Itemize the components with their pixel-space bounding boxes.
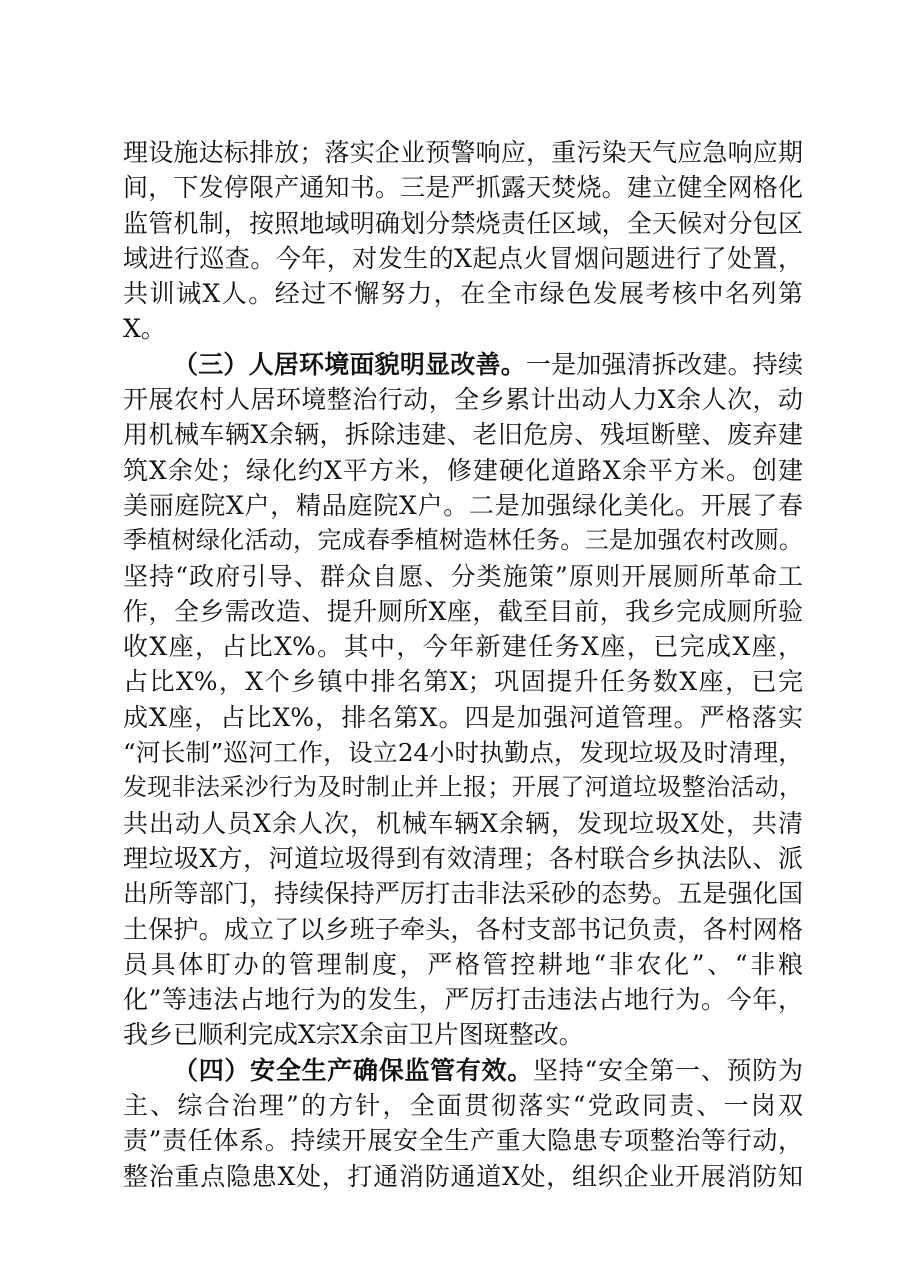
text-line: 成X座，占比X%，排名第X。四是加强河道管理。严格落实 [123,702,803,732]
text-line: 共出动人员X余人次，机械车辆X余辆，发现垃圾X处，共清 [123,808,803,838]
text-span: 一是加强清拆改建。持续 [525,349,803,379]
text-line: 季植树绿化活动，完成春季植树造林任务。三是加强农村改厕。 [123,526,803,555]
text-line: 作，全乡需改造、提升厕所X座，截至目前，我乡完成厕所验 [123,596,803,626]
paragraph-work-safety [123,1053,803,1194]
text-line: 筑X余处；绿化约X平方米，修建硬化道路X余平方米。创建 [123,455,803,485]
text-line: 域进行巡查。今年，对发生的X起点火冒烟问题进行了处置， [123,243,803,273]
text-line: 责”责任体系。持续开展安全生产重大隐患专项整治等行动， [123,1126,803,1156]
section-heading: （三）人居环境面貌明显改善。 [173,349,526,379]
text-span: 坚持“安全第一、预防为 [533,1055,803,1085]
text-line: 主、综合治理”的方针，全面贯彻落实“党政同责、一岗双 [123,1091,803,1121]
text-line: 员具体盯办的管理制度，严格管控耕地“非农化”、“非粮 [123,949,803,979]
text-line: 整治重点隐患X处，打通消防通道X处，组织企业开展消防知 [123,1161,803,1191]
text-line: 开展农村人居环境整治行动，全乡累计出动人力X余人次，动 [123,385,803,415]
text-line: 理垃圾X方，河道垃圾得到有效清理；各村联合乡执法队、派 [123,843,803,873]
document-body [123,135,803,1194]
text-line: 间，下发停限产通知书。三是严抓露天焚烧。建立健全网格化 [123,173,803,203]
text-line: “河长制”巡河工作，设立24小时执勤点，发现垃圾及时清理， [123,738,803,768]
text-line: 占比X%，X个乡镇中排名第X；巩固提升任务数X座，已完 [123,667,803,697]
paragraph-first-line [123,1053,803,1088]
text-line: 土保护。成立了以乡班子牵头，各村支部书记负责，各村网格 [123,914,803,944]
text-line: 美丽庭院X户，精品庭院X户。二是加强绿化美化。开展了春 [123,490,803,520]
text-line: X。 [123,314,166,344]
text-line: 理设施达标排放；落实企业预警响应，重污染天气应急响应期 [123,138,803,167]
text-line: 发现非法采沙行为及时制止并上报；开展了河道垃圾整治活动， [123,773,803,802]
text-line: 监管机制，按照地域明确划分禁烧责任区域，全天候对分包区 [123,208,803,238]
paragraph-living-environment [123,347,803,1053]
paragraph-first-line [123,347,803,382]
text-line: 共训诫X人。经过不懈努力，在全市绿色发展考核中名列第 [123,279,803,309]
text-line: 化”等违法占地行为的发生，严厉打击违法占地行为。今年， [123,985,803,1015]
section-heading: （四）安全生产确保监管有效。 [173,1055,534,1085]
text-line: 用机械车辆X余辆，拆除违建、老旧危房、残垣断壁、废弃建 [123,420,803,450]
text-line: 收X座，占比X%。其中，今年新建任务X座，已完成X座， [123,632,803,662]
text-line: 我乡已顺利完成X宗X余亩卫片图斑整改。 [123,1020,584,1050]
text-line: 坚持“政府引导、群众自愿、分类施策”原则开展厕所革命工 [123,561,803,591]
text-line: 出所等部门，持续保持严厉打击非法采砂的态势。五是强化国 [123,879,803,909]
paragraph-air-pollution [123,135,803,347]
